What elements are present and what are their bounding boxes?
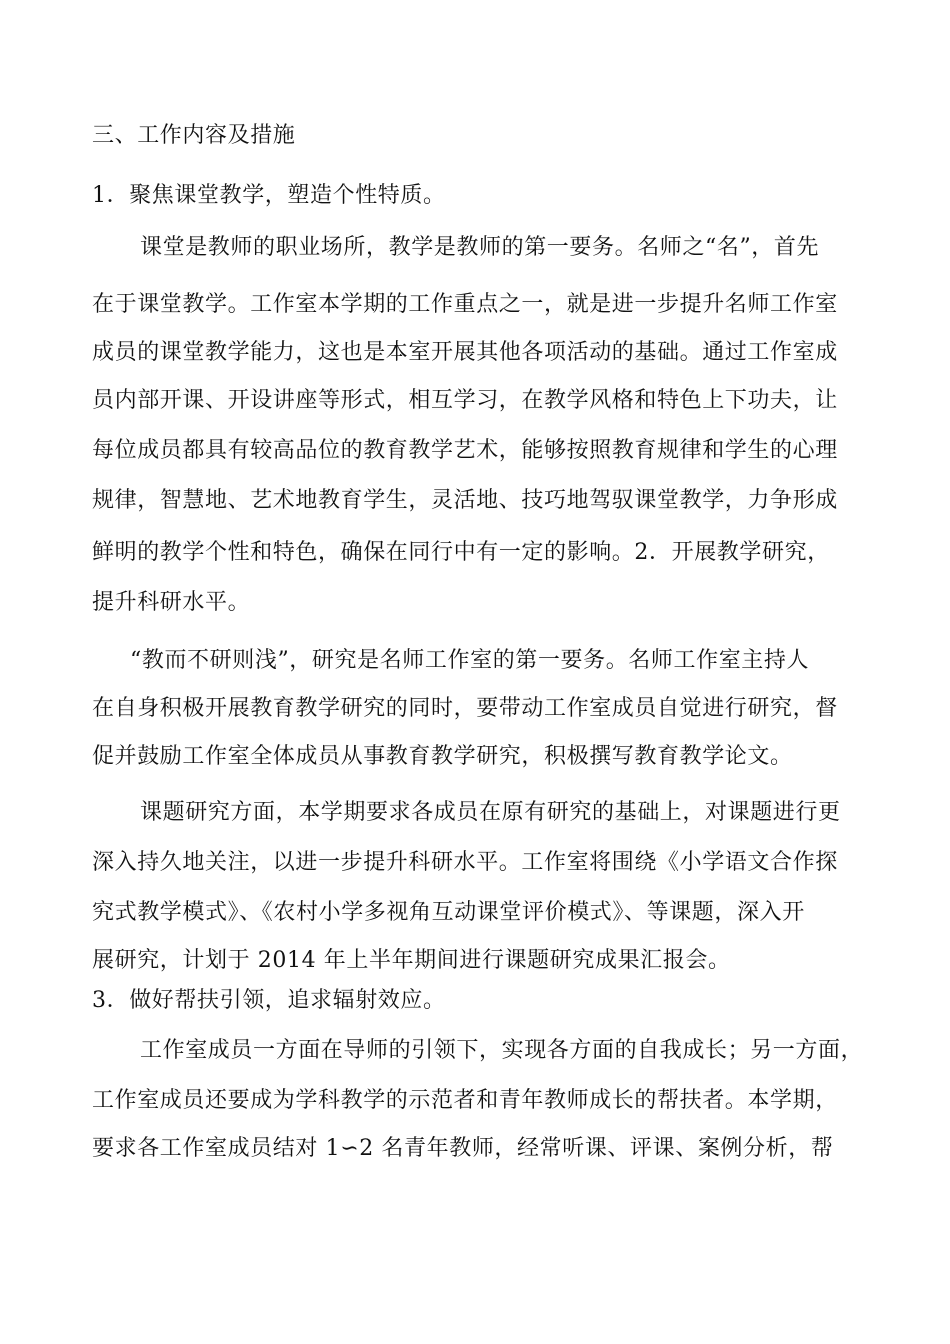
- paragraph-line: 工作室成员一方面在导师的引领下，实现各方面的自我成长；另一方面，: [140, 1038, 864, 1063]
- subsection-heading-1: 1．聚焦课堂教学，塑造个性特质。: [92, 183, 446, 208]
- paragraph-line: 在自身积极开展教育教学研究的同时，要带动工作室成员自觉进行研究，督: [92, 696, 838, 721]
- subsection-heading-3: 3．做好帮扶引领，追求辐射效应。: [92, 988, 446, 1013]
- section-heading: 三、工作内容及措施: [92, 123, 296, 148]
- paragraph-line: 深入持久地关注，以进一步提升科研水平。工作室将围绕《小学语文合作探: [92, 850, 838, 875]
- paragraph-line: 成员的课堂教学能力，这也是本室开展其他各项活动的基础。通过工作室成: [92, 340, 838, 365]
- paragraph-line: 课题研究方面，本学期要求各成员在原有研究的基础上，对课题进行更: [140, 800, 841, 825]
- paragraph-line: 展研究，计划于 2014 年上半年期间进行课题研究成果汇报会。: [92, 948, 731, 973]
- paragraph-line: 鲜明的教学个性和特色，确保在同行中有一定的影响。2．开展教学研究，: [92, 540, 830, 565]
- paragraph-line: 课堂是教师的职业场所，教学是教师的第一要务。名师之“名”，首先: [140, 235, 820, 260]
- paragraph-line: 在于课堂教学。工作室本学期的工作重点之一，就是进一步提升名师工作室: [92, 292, 838, 317]
- paragraph-line: 究式教学模式》、《农村小学多视角互动课堂评价模式》、等课题，深入开: [92, 900, 805, 925]
- paragraph-line: 提升科研水平。: [92, 590, 251, 615]
- paragraph-line: 促并鼓励工作室全体成员从事教育教学研究，积极撰写教育教学论文。: [92, 744, 793, 769]
- paragraph-line: 员内部开课、开设讲座等形式，相互学习，在教学风格和特色上下功夫，让: [92, 388, 838, 413]
- paragraph-line: 要求各工作室成员结对 1∽2 名青年教师，经常听课、评课、案例分析，帮: [92, 1136, 834, 1161]
- paragraph-line: 规律，智慧地、艺术地教育学生，灵活地、技巧地驾驭课堂教学，力争形成: [92, 488, 838, 513]
- paragraph-line: “教而不研则浅”，研究是名师工作室的第一要务。名师工作室主持人: [130, 648, 810, 673]
- paragraph-line: 工作室成员还要成为学科教学的示范者和青年教师成长的帮扶者。本学期，: [92, 1088, 838, 1113]
- paragraph-line: 每位成员都具有较高品位的教育教学艺术，能够按照教育规律和学生的心理: [92, 438, 838, 463]
